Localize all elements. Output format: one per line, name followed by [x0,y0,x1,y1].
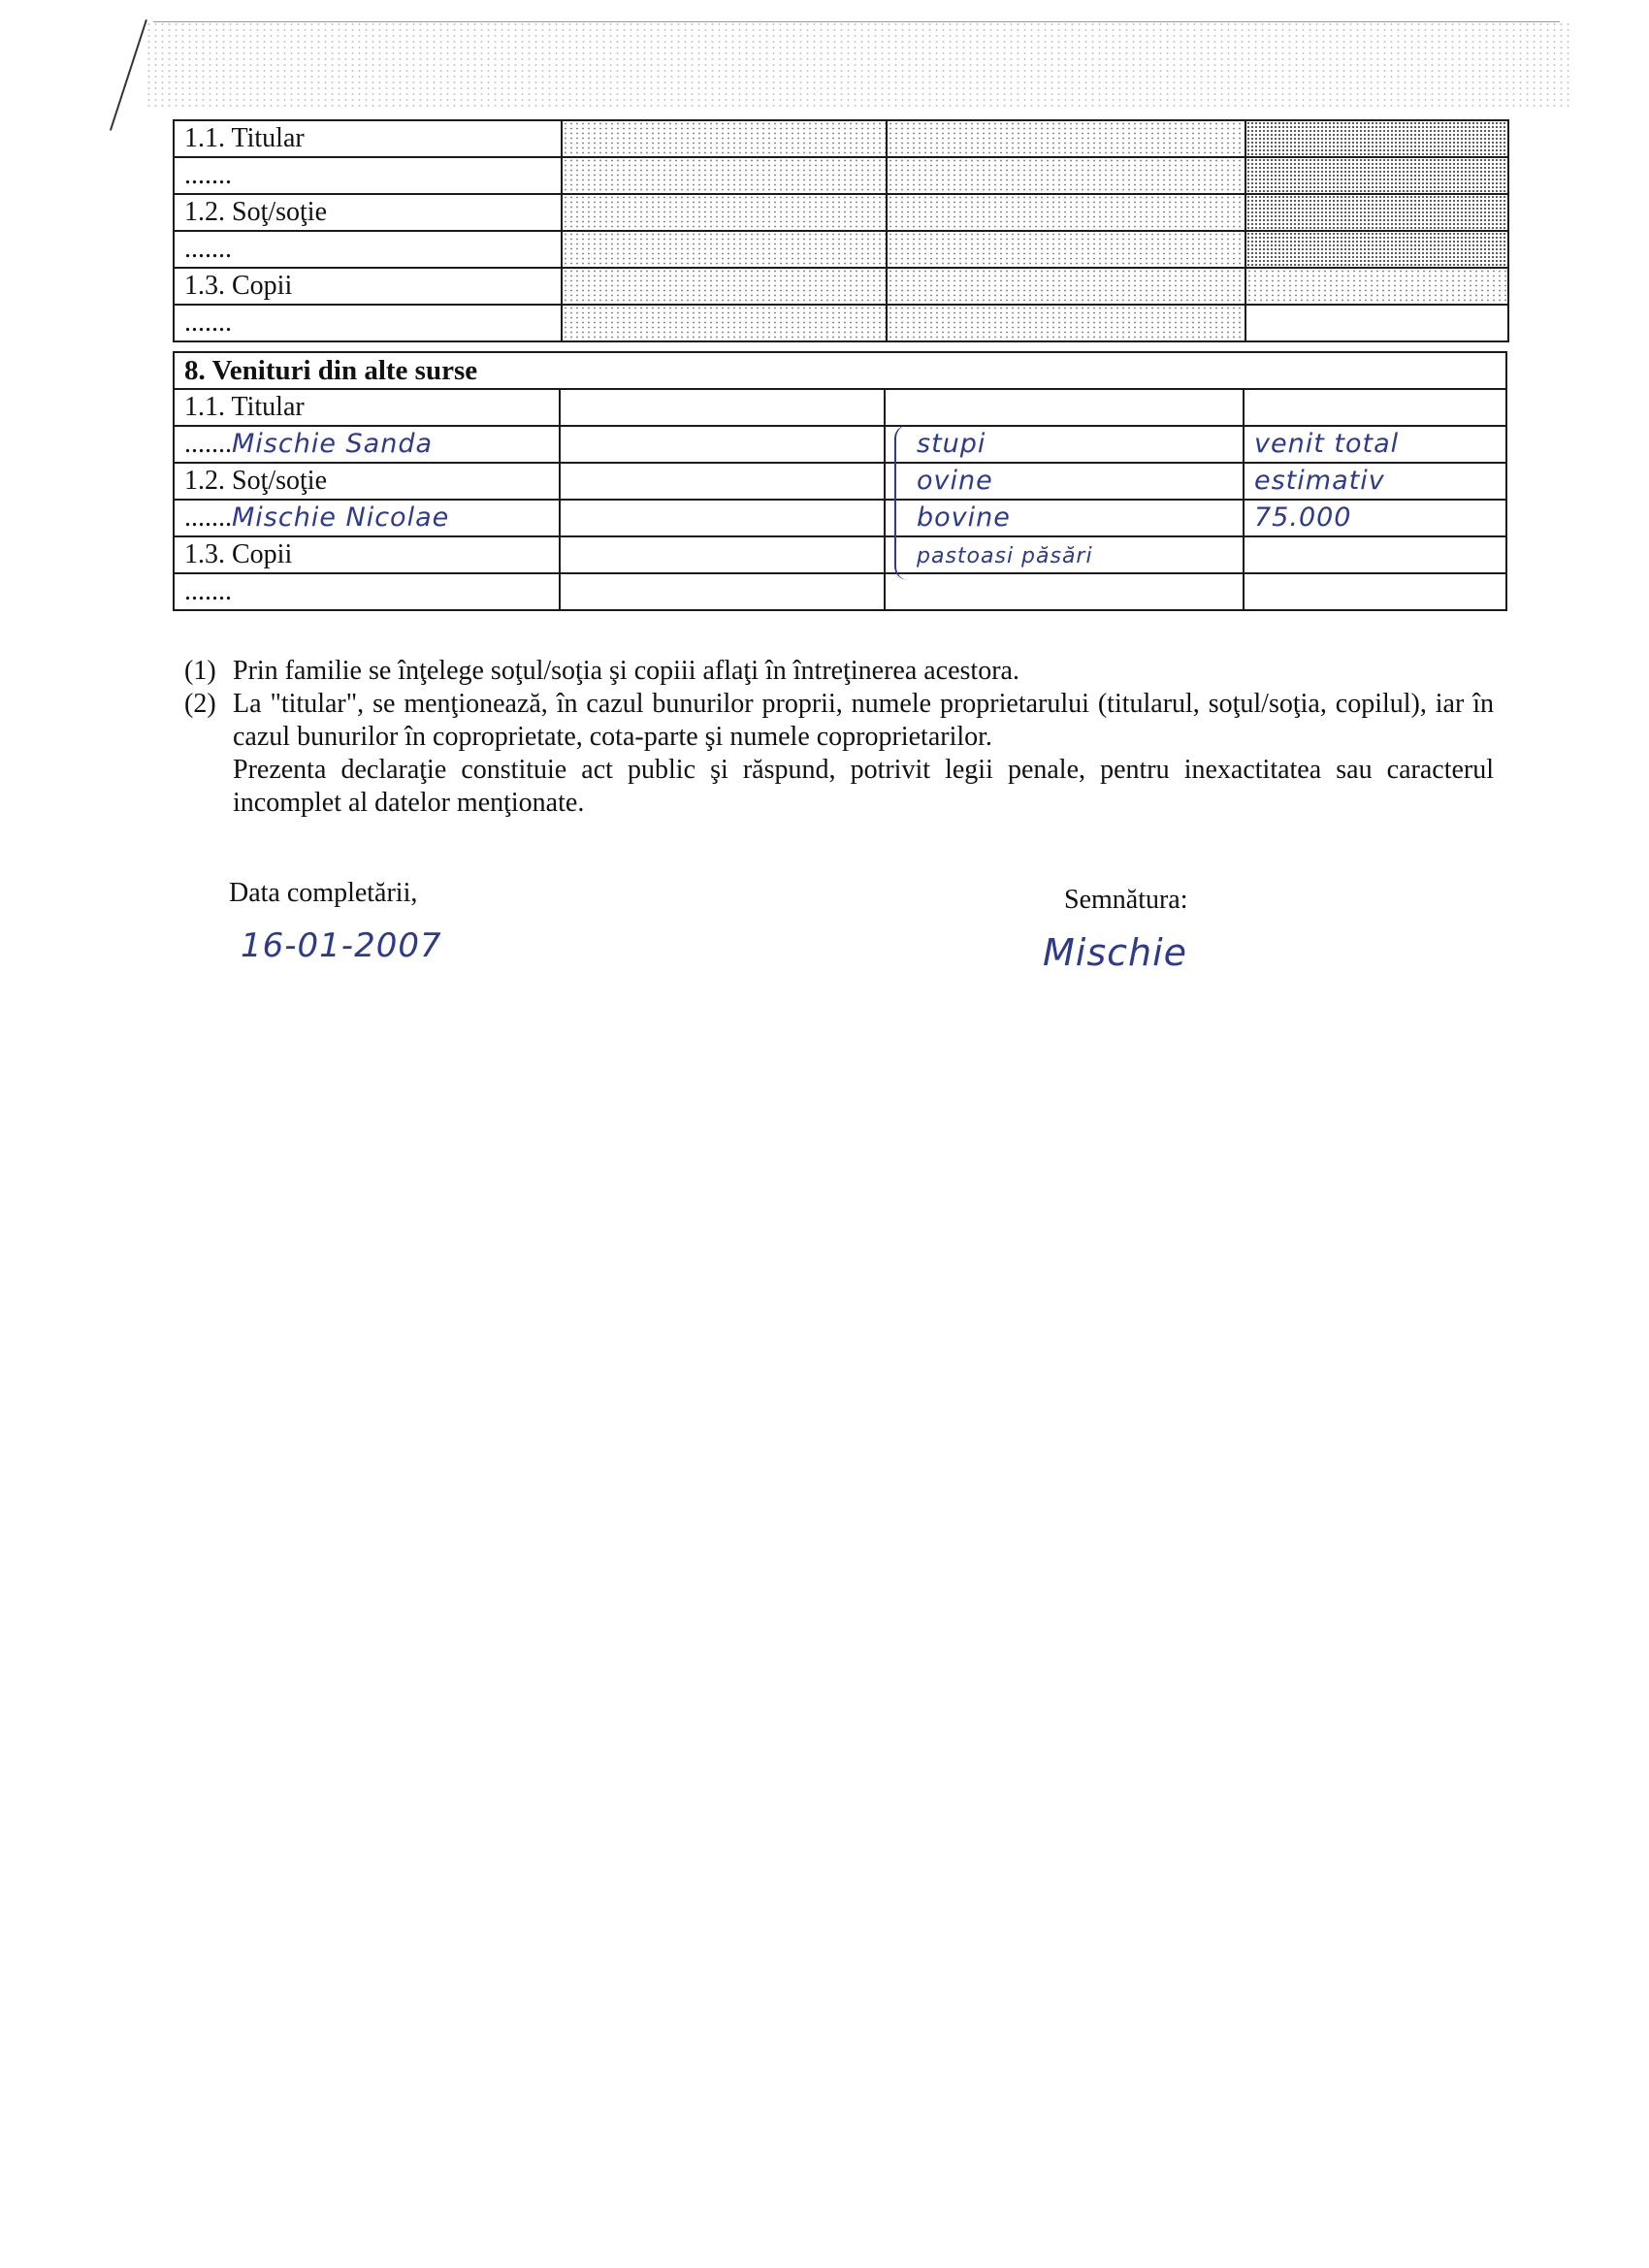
notes-section [184,655,1494,820]
row-label: 1.1. Titular [174,120,562,157]
handwritten-source: ovine [917,466,993,496]
row-label: ....... [184,429,232,459]
table-row [174,426,1506,463]
top-rule [153,21,1560,22]
handwritten-source: stupi [917,429,986,459]
table-row [174,157,1508,194]
date-label: Data completării, [229,878,418,908]
table-row [174,268,1508,305]
row-label: ....... [174,305,562,341]
handwritten-amount: 75.000 [1254,502,1352,533]
note-item: (2) La "titular", se menţionează, în cazul bunurilor proprii, numele proprietarului (titularul, soţul/soţia, copilul), iar în cazul bunurilor în coproprietate, cota-parte şi numele coproprietarilor. [184,689,1494,752]
row-label: 1.2. Soţ/soţie [174,463,560,500]
handwritten-source: pastoasi păsări [917,544,1093,568]
table-row [174,231,1508,268]
table-row [174,500,1506,536]
section-header-row [174,352,1506,389]
row-label: 1.3. Copii [174,536,560,573]
table-row [174,305,1508,341]
note-item: (1) Prin familie se înţelege soţul/soţia şi copiii aflaţi în întreţinerea acestora. [184,656,1019,686]
row-label: 1.1. Titular [174,389,560,426]
other-income-table [173,351,1507,611]
row-label: 1.2. Soţ/soţie [174,194,562,231]
row-label: ....... [174,157,562,194]
handwritten-amount: venit total [1254,429,1400,459]
table-row [174,463,1506,500]
table-row [174,194,1508,231]
assets-table-continued [173,119,1509,342]
handwritten-name: Mischie Nicolae [232,502,450,533]
table-row [174,536,1506,573]
row-label: 1.3. Copii [174,268,562,305]
handwritten-source: bovine [917,502,1011,533]
scan-noise [146,21,1571,109]
date-value: 16-01-2007 [241,926,442,965]
row-label: ....... [184,502,232,533]
table-row [174,120,1508,157]
table-row [174,389,1506,426]
signature: Mischie [1043,931,1188,974]
row-label: ....... [174,231,562,268]
signature-label: Semnătura: [1064,885,1188,915]
note-item: Prezenta declaraţie constituie act public şi răspund, potrivit legii penale, pentru inexactitatea sau caracterul incomplet al datelor menţionate. [233,755,1494,818]
handwritten-amount: estimativ [1254,466,1385,496]
table-row [174,573,1506,610]
row-label: ....... [174,573,560,610]
handwritten-name: Mischie Sanda [232,429,433,459]
section-title: 8. Venituri din alte surse [174,352,1506,389]
page-fold-line [110,19,147,131]
handwritten-brace [894,425,912,580]
